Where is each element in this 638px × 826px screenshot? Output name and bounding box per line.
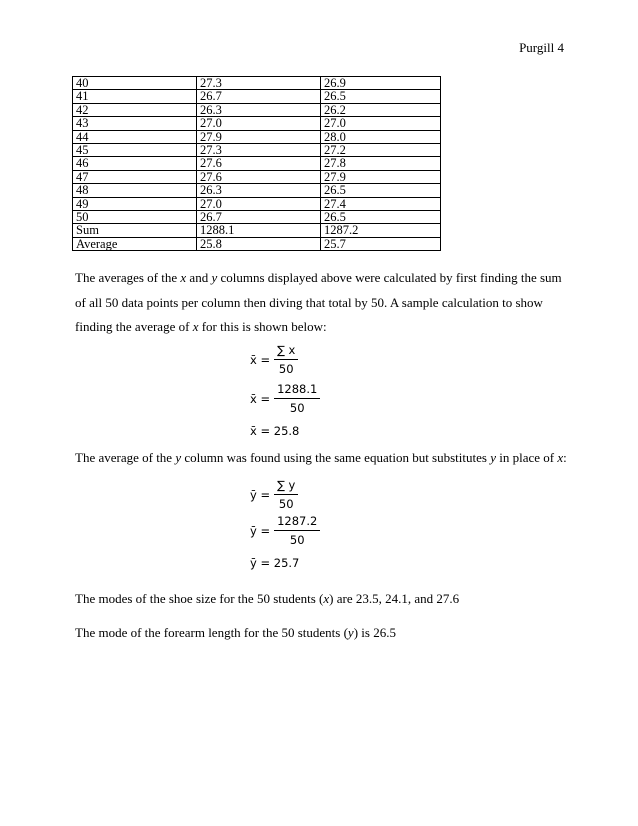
running-head: Purgill 4 [519,40,564,55]
table-cell: 26.5 [321,90,441,103]
table-cell: 27.3 [197,77,321,90]
table-row [73,117,441,130]
text: The modes of the shoe size for the 50 students ( [75,591,324,606]
table-cell: 26.2 [321,103,441,116]
table-cell: 1288.1 [197,224,321,237]
text: and [186,270,212,285]
table-row [73,211,441,224]
text: columns displayed above were calculated by first finding the sum of all 50 data points per column then diving that total by 50. A sample calculation to show finding the average of [75,270,562,334]
paragraph-mode-x [75,587,570,612]
paragraph-y-average [75,446,570,471]
table-cell: 27.0 [197,197,321,210]
table-row [73,224,441,237]
table-cell: 47 [73,170,197,183]
table-cell: 43 [73,117,197,130]
table-cell: 27.4 [321,197,441,210]
table-row [73,90,441,103]
table-cell: 41 [73,90,197,103]
fraction-numerator: ∑ y [274,478,298,495]
table-cell: 27.2 [321,144,441,157]
table-row [73,184,441,197]
var-x: x [323,591,330,606]
table-cell: 27.0 [321,117,441,130]
text: column was found using the same equation but substitutes [181,450,491,465]
table-cell: Average [73,237,197,250]
equation-lhs: x̄ = [250,391,271,406]
table-cell: 26.5 [321,211,441,224]
fraction-numerator: 1288.1 [274,382,320,399]
table-row [73,237,441,250]
table-cell: 26.5 [321,184,441,197]
table-cell: 27.0 [197,117,321,130]
table-row [73,170,441,183]
var-y: y [175,450,182,465]
data-table [72,76,441,251]
table-row [73,77,441,90]
var-y: y [490,450,496,465]
table-cell: 48 [73,184,197,197]
table-cell: 25.7 [321,237,441,250]
fraction-numerator: ∑ x [274,343,298,360]
table-cell: 26.3 [197,184,321,197]
equation-xbar-result: x̄ = 25.8 [250,424,300,438]
equation-lhs: ȳ = [250,487,271,502]
paragraph-mode-y [75,621,570,646]
equation-xbar-formula [250,343,370,376]
table-cell: 44 [73,130,197,143]
table-row [73,157,441,170]
table-cell: 49 [73,197,197,210]
table-row [73,144,441,157]
table-cell: 27.9 [321,170,441,183]
var-x: x [557,450,564,465]
table-cell: 27.8 [321,157,441,170]
table-cell: 28.0 [321,130,441,143]
fraction-denominator: 50 [278,362,294,376]
table-cell: 27.3 [197,144,321,157]
text: The averages of the [75,270,181,285]
table-cell: 27.6 [197,157,321,170]
text: for this is shown below: [198,319,327,334]
table-cell: 26.3 [197,103,321,116]
table-row [73,130,441,143]
table-cell: 40 [73,77,197,90]
table-cell: 26.7 [197,211,321,224]
table-cell: 26.7 [197,90,321,103]
equation-xbar-substituted [250,382,370,415]
var-x: x [180,270,187,285]
table-cell: 27.6 [197,170,321,183]
text: : [563,450,567,465]
var-y: y [211,270,218,285]
equation-lhs: ȳ = [250,523,271,538]
text: ) is 26.5 [353,625,396,640]
var-y: y [347,625,354,640]
text: ) are 23.5, 24.1, and 27.6 [329,591,460,606]
equation-ybar-substituted [250,514,370,547]
table-row [73,103,441,116]
equation-ybar-formula [250,478,370,511]
var-x: x [192,319,199,334]
text: The mode of the forearm length for the 50 students ( [75,625,348,640]
table-cell: 1287.2 [321,224,441,237]
equation-lhs: x̄ = [250,352,271,367]
table-cell: 26.9 [321,77,441,90]
table-cell: 42 [73,103,197,116]
table-cell: 45 [73,144,197,157]
table-cell: 25.8 [197,237,321,250]
table-row [73,197,441,210]
table-cell: Sum [73,224,197,237]
fraction-denominator: 50 [289,401,305,415]
fraction-numerator: 1287.2 [274,514,320,531]
text: in place of [495,450,558,465]
table-cell: 46 [73,157,197,170]
table-cell: 27.9 [197,130,321,143]
table-cell: 50 [73,211,197,224]
paragraph-averages-explanation [75,266,570,340]
equation-ybar-result: ȳ = 25.7 [250,556,300,570]
fraction-denominator: 50 [289,533,305,547]
fraction-denominator: 50 [278,497,294,511]
text: The average of the [75,450,176,465]
